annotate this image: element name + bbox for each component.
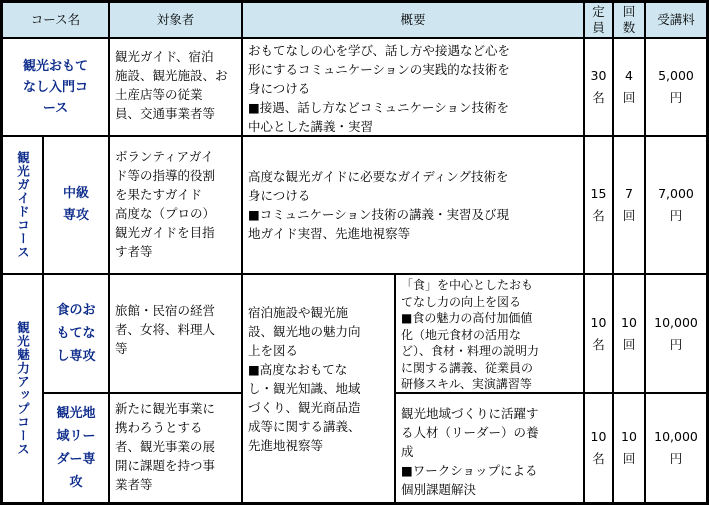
course-guide xyxy=(44,137,108,273)
grid-line xyxy=(42,137,44,502)
course-intro-line: ース xyxy=(42,100,69,116)
overview-line: おもてなしの心を学び、話し方や接遇など心を xyxy=(248,43,511,58)
fee-intro xyxy=(646,39,706,135)
sessions-unit: 回 xyxy=(622,208,636,223)
course-food xyxy=(44,275,108,392)
course-region xyxy=(44,394,108,502)
target-line: 土産店等の従業 xyxy=(115,87,203,102)
target-line: 開に課題を持つ事 xyxy=(115,458,216,473)
target-line: 観光ガイド、宿泊 xyxy=(115,49,214,64)
sessions-value: 10 xyxy=(621,429,637,444)
capacity-value: 15 xyxy=(590,186,607,201)
course-food-line: し専攻 xyxy=(56,349,96,364)
header-target: 対象者 xyxy=(110,3,241,37)
grid-line xyxy=(612,0,614,505)
grid-line xyxy=(42,392,243,394)
grid-line xyxy=(0,0,709,3)
header-course-name: コース名 xyxy=(3,3,108,37)
course-region-line: ダー専 xyxy=(56,452,96,467)
sessions-unit: 回 xyxy=(622,336,636,352)
grid-line xyxy=(583,0,585,505)
capacity-guide xyxy=(585,137,612,273)
overview-line: ■コミュニケーション技術の講義・実習及び現 xyxy=(248,207,510,222)
capacity-value: 30 xyxy=(590,68,607,83)
course-region-line: 観光地 xyxy=(56,406,96,421)
sessions-food xyxy=(614,275,644,392)
grid-line xyxy=(394,392,709,394)
header-capacity-line2: 員 xyxy=(592,20,605,35)
target-line: 業者等 xyxy=(115,477,153,492)
sessions-intro xyxy=(614,39,644,135)
target-intro xyxy=(110,39,241,135)
target-line: を果たすガイド xyxy=(115,187,203,202)
course-intro xyxy=(3,39,108,135)
overview-line: 上を図る xyxy=(248,343,299,358)
group-attract-label: 観光魅力アップコース xyxy=(15,321,31,456)
course-guide-line: 中級 xyxy=(62,186,89,201)
target-line: 新たに観光事業に xyxy=(115,401,216,416)
course-intro-line: なし入門コ xyxy=(22,79,88,95)
header-sessions xyxy=(614,3,644,37)
fee-unit: 円 xyxy=(669,336,683,352)
target-guide xyxy=(110,137,241,273)
overview-line: し・観光知識、地域 xyxy=(248,381,361,396)
grid-line xyxy=(644,0,646,505)
target-line: 携わろうとする xyxy=(115,420,203,435)
sessions-unit: 回 xyxy=(622,90,636,105)
overview-line: 形にするコミュニケーションの実践的な技術を xyxy=(248,62,510,77)
detail-food xyxy=(396,275,583,392)
overview-line: 地ガイド実習、先進地視察等 xyxy=(248,226,411,241)
overview-line: ■高度なおもてな xyxy=(248,362,348,377)
grid-line xyxy=(108,0,110,505)
overview-line: 身につける xyxy=(248,81,311,96)
capacity-region xyxy=(585,394,612,502)
detail-line: 観光地域づくりに活躍す xyxy=(401,406,539,421)
group-attract xyxy=(3,275,42,502)
detail-line: 「食」を中心としたおも xyxy=(401,278,534,292)
target-food xyxy=(110,275,241,392)
target-line: 観光ガイドを目指 xyxy=(115,225,215,240)
overview-line: づくり、観光商品造 xyxy=(248,400,361,415)
target-line: ボランティアガイ xyxy=(115,149,214,164)
course-region-line: 攻 xyxy=(69,475,83,490)
capacity-intro xyxy=(585,39,612,135)
overview-line: 高度な観光ガイドに必要なガイディング技術を xyxy=(248,169,509,184)
capacity-value: 10 xyxy=(590,314,607,330)
target-line: 高度な（プロの） xyxy=(115,206,216,221)
detail-line: てなし力の向上を図る xyxy=(401,294,522,309)
group-guide xyxy=(3,137,42,273)
target-region xyxy=(110,394,241,502)
detail-line: に関する講義、従業員の xyxy=(401,360,534,375)
sessions-guide xyxy=(614,137,644,273)
target-line: 員、交通事業者等 xyxy=(115,106,216,121)
header-fee: 受講料 xyxy=(646,3,706,37)
sessions-value: 7 xyxy=(625,186,633,201)
capacity-food xyxy=(585,275,612,392)
capacity-unit: 名 xyxy=(592,208,605,223)
fee-region xyxy=(646,394,706,502)
sessions-value: 4 xyxy=(625,68,633,83)
course-region-line: 域リー xyxy=(56,429,96,444)
target-line: 者、観光事業の展 xyxy=(115,439,216,454)
detail-region xyxy=(396,394,583,502)
header-capacity-line1: 定 xyxy=(592,4,605,19)
target-line: 者、女将、料理人 xyxy=(115,322,216,337)
overview-attract-common xyxy=(243,275,394,502)
fee-food xyxy=(646,275,706,392)
header-overview: 概要 xyxy=(243,3,583,37)
fee-value: 7,000 xyxy=(658,186,694,201)
fee-value: 5,000 xyxy=(658,68,694,83)
overview-line: 成等に関する講義、 xyxy=(248,419,361,434)
overview-guide xyxy=(243,137,583,273)
detail-line: 個別課題解決 xyxy=(401,482,477,497)
detail-line: ■食の魅力の高付加価値 xyxy=(401,311,533,325)
course-food-line: 食のお xyxy=(56,303,96,318)
header-sessions-line2: 数 xyxy=(622,20,636,35)
target-line: 等 xyxy=(115,341,128,356)
detail-line: る人材（リーダー）の養 xyxy=(401,425,539,440)
sessions-value: 10 xyxy=(621,314,637,330)
fee-unit: 円 xyxy=(669,90,683,105)
capacity-unit: 名 xyxy=(592,336,605,352)
course-food-line: もてな xyxy=(56,326,96,341)
capacity-unit: 名 xyxy=(592,90,605,105)
target-line: す者等 xyxy=(115,244,153,259)
fee-value: 10,000 xyxy=(654,314,698,330)
course-guide-line: 専攻 xyxy=(62,208,89,223)
fee-unit: 円 xyxy=(669,451,683,466)
detail-line: ■ワークショップによる xyxy=(401,463,538,478)
fee-guide xyxy=(646,137,706,273)
target-line: ド等の指導的役割 xyxy=(115,168,216,183)
course-intro-line: 観光おもて xyxy=(22,58,88,74)
detail-line: 化（地元食材の活用な xyxy=(401,327,522,342)
overview-line: 身につける xyxy=(248,188,311,203)
target-line: 施設、観光施設、お xyxy=(115,68,228,83)
overview-line: ■接遇、話し方などコミュニケーション技術を xyxy=(248,100,510,115)
overview-line: 設、観光地の魅力向 xyxy=(248,324,361,339)
capacity-value: 10 xyxy=(590,429,607,444)
header-sessions-line1: 回 xyxy=(622,4,636,19)
overview-line: 先進地視察等 xyxy=(248,438,324,453)
grid-line xyxy=(241,0,243,505)
sessions-unit: 回 xyxy=(622,451,636,466)
grid-line xyxy=(394,275,396,502)
overview-line: 宿泊施設や観光施 xyxy=(248,305,349,320)
detail-line: 研修スキル、実演講習等 xyxy=(401,377,532,391)
sessions-region xyxy=(614,394,644,502)
grid-line xyxy=(0,135,709,137)
grid-line xyxy=(0,37,709,39)
fee-value: 10,000 xyxy=(654,429,698,444)
grid-line xyxy=(0,273,709,275)
target-line: 旅館・民宿の経営 xyxy=(115,303,216,318)
header-capacity xyxy=(585,3,612,37)
overview-line: 中心とした講義・実習 xyxy=(248,119,374,134)
detail-line: ど）、食材・料理の説明力 xyxy=(401,344,540,358)
capacity-unit: 名 xyxy=(592,451,605,466)
grid-line xyxy=(0,0,3,505)
overview-intro xyxy=(243,39,583,135)
fee-unit: 円 xyxy=(669,208,683,223)
detail-line: 成 xyxy=(401,444,414,459)
group-guide-label: 観光ガイドコース xyxy=(15,151,31,259)
